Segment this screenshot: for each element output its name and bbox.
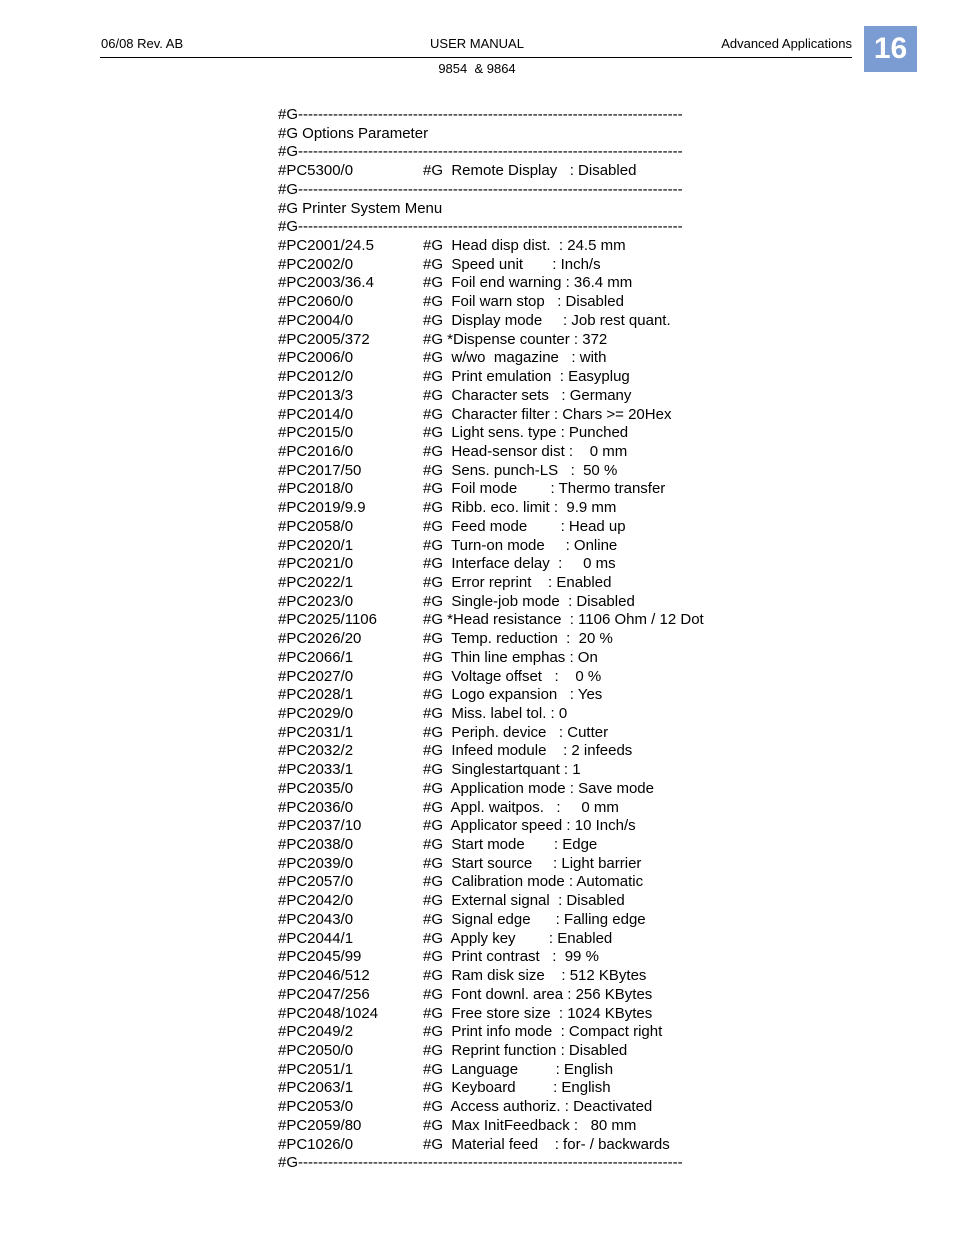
parameter-code: #PC2037/10 bbox=[278, 817, 362, 835]
listing-line bbox=[278, 948, 728, 967]
parameter-comment: #G Head-sensor dist : 0 mm bbox=[423, 442, 628, 460]
parameter-comment: #G Applicator speed : 10 Inch/s bbox=[423, 817, 636, 835]
listing-line bbox=[278, 537, 728, 556]
parameter-listing bbox=[278, 106, 728, 1173]
parameter-code: #PC2063/1 bbox=[278, 1079, 354, 1097]
parameter-comment: #G Turn-on mode : Online bbox=[423, 536, 618, 554]
listing-line bbox=[278, 668, 728, 687]
parameter-comment: #G Reprint function : Disabled bbox=[423, 1041, 628, 1059]
parameter-comment: #G Start mode : Edge bbox=[423, 836, 598, 854]
parameter-comment: #G Speed unit : Inch/s bbox=[423, 255, 601, 273]
parameter-comment: #G Infeed module : 2 infeeds bbox=[423, 742, 633, 760]
parameter-comment: #G Access authoriz. : Deactivated bbox=[423, 1098, 653, 1116]
parameter-comment: #G Max InitFeedback : 80 mm bbox=[423, 1116, 637, 1134]
listing-text: #G----------------------------------------------------------------------------- bbox=[278, 180, 683, 198]
parameter-comment: #G *Dispense counter : 372 bbox=[423, 330, 608, 348]
parameter-comment: #G Keyboard : English bbox=[423, 1079, 611, 1097]
listing-line bbox=[278, 574, 728, 593]
listing-line bbox=[278, 162, 728, 181]
parameter-comment: #G Print contrast : 99 % bbox=[423, 948, 599, 966]
parameter-comment: #G Material feed : for- / backwards bbox=[423, 1135, 670, 1153]
parameter-code: #PC2035/0 bbox=[278, 779, 354, 797]
parameter-code: #PC2044/1 bbox=[278, 929, 354, 947]
parameter-comment: #G Foil end warning : 36.4 mm bbox=[423, 274, 633, 292]
listing-line bbox=[278, 1117, 728, 1136]
listing-text: #G----------------------------------------------------------------------------- bbox=[278, 218, 683, 236]
parameter-code: #PC2046/512 bbox=[278, 967, 370, 985]
parameter-code: #PC2049/2 bbox=[278, 1023, 354, 1041]
parameter-comment: #G Miss. label tol. : 0 bbox=[423, 705, 568, 722]
listing-line bbox=[278, 406, 728, 425]
parameter-code: #PC2019/9.9 bbox=[278, 499, 366, 517]
listing-line bbox=[278, 499, 728, 518]
listing-line bbox=[278, 1061, 728, 1080]
parameter-code: #PC2051/1 bbox=[278, 1060, 354, 1078]
parameter-comment: #G Apply key : Enabled bbox=[423, 929, 613, 947]
parameter-code: #PC2014/0 bbox=[278, 405, 354, 423]
listing-line bbox=[278, 387, 728, 406]
listing-line bbox=[278, 349, 728, 368]
listing-line bbox=[278, 312, 728, 331]
parameter-code: #PC2004/0 bbox=[278, 311, 354, 329]
parameter-code: #PC2039/0 bbox=[278, 854, 354, 872]
listing-line bbox=[278, 1136, 728, 1155]
listing-text: #G----------------------------------------------------------------------------- bbox=[278, 1154, 683, 1172]
listing-line bbox=[278, 986, 728, 1005]
parameter-code: #PC2012/0 bbox=[278, 368, 354, 386]
parameter-comment: #G Appl. waitpos. : 0 mm bbox=[423, 798, 619, 816]
parameter-comment: #G Character sets : Germany bbox=[423, 386, 632, 404]
listing-line bbox=[278, 1005, 728, 1024]
listing-line bbox=[278, 836, 728, 855]
listing-line bbox=[278, 256, 728, 275]
parameter-comment: #G Single-job mode : Disabled bbox=[423, 592, 635, 610]
parameter-code: #PC2031/1 bbox=[278, 723, 354, 741]
parameter-code: #PC2002/0 bbox=[278, 255, 354, 273]
listing-line bbox=[278, 967, 728, 986]
listing-line bbox=[278, 181, 728, 200]
parameter-code: #PC2066/1 bbox=[278, 648, 354, 666]
listing-line bbox=[278, 274, 728, 293]
listing-line bbox=[278, 611, 728, 630]
parameter-code: #PC2042/0 bbox=[278, 892, 354, 910]
parameter-comment: #G Signal edge : Falling edge bbox=[423, 910, 646, 928]
parameter-code: #PC2017/50 bbox=[278, 461, 362, 479]
listing-line bbox=[278, 218, 728, 237]
listing-line bbox=[278, 462, 728, 481]
parameter-code: #PC2001/24.5 bbox=[278, 237, 374, 255]
parameter-code: #PC5300/0 bbox=[278, 162, 354, 180]
parameter-comment: #G Temp. reduction : 20 % bbox=[423, 630, 613, 648]
listing-line bbox=[278, 911, 728, 930]
parameter-code: #PC1026/0 bbox=[278, 1135, 354, 1153]
parameter-comment: #G Error reprint : Enabled bbox=[423, 573, 612, 591]
listing-line bbox=[278, 331, 728, 350]
parameter-comment: #G Font downl. area : 256 KBytes bbox=[423, 985, 653, 1003]
header-divider bbox=[100, 57, 852, 58]
header-title: USER MANUAL bbox=[430, 36, 524, 51]
parameter-code: #PC2003/36.4 bbox=[278, 274, 374, 292]
listing-line bbox=[278, 200, 728, 219]
listing-text: #G----------------------------------------------------------------------------- bbox=[278, 106, 683, 123]
listing-line bbox=[278, 705, 728, 724]
listing-line bbox=[278, 742, 728, 761]
listing-line bbox=[278, 649, 728, 668]
listing-line bbox=[278, 799, 728, 818]
listing-line bbox=[278, 480, 728, 499]
parameter-code: #PC2032/2 bbox=[278, 742, 354, 760]
listing-line bbox=[278, 1154, 728, 1173]
parameter-comment: #G Feed mode : Head up bbox=[423, 517, 626, 535]
parameter-comment: #G Print emulation : Easyplug bbox=[423, 368, 630, 386]
parameter-code: #PC2028/1 bbox=[278, 686, 354, 704]
listing-line bbox=[278, 1042, 728, 1061]
parameter-code: #PC2006/0 bbox=[278, 349, 354, 367]
parameter-code: #PC2050/0 bbox=[278, 1041, 354, 1059]
listing-line bbox=[278, 686, 728, 705]
listing-line bbox=[278, 1079, 728, 1098]
listing-line bbox=[278, 368, 728, 387]
parameter-code: #PC2045/99 bbox=[278, 948, 362, 966]
listing-line bbox=[278, 1023, 728, 1042]
header-models: 9854 & 9864 bbox=[438, 61, 516, 76]
listing-line bbox=[278, 930, 728, 949]
listing-line bbox=[278, 761, 728, 780]
parameter-code: #PC2053/0 bbox=[278, 1098, 354, 1116]
parameter-code: #PC2029/0 bbox=[278, 705, 354, 722]
parameter-comment: #G Voltage offset : 0 % bbox=[423, 667, 602, 685]
listing-line bbox=[278, 424, 728, 443]
listing-line bbox=[278, 555, 728, 574]
parameter-code: #PC2005/372 bbox=[278, 330, 370, 348]
parameter-comment: #G Calibration mode : Automatic bbox=[423, 873, 644, 891]
parameter-code: #PC2016/0 bbox=[278, 442, 354, 460]
parameter-code: #PC2043/0 bbox=[278, 910, 354, 928]
listing-line bbox=[278, 1098, 728, 1117]
listing-line bbox=[278, 855, 728, 874]
listing-line bbox=[278, 237, 728, 256]
parameter-code: #PC2038/0 bbox=[278, 836, 354, 854]
listing-line bbox=[278, 143, 728, 162]
parameter-code: #PC2048/1024 bbox=[278, 1004, 379, 1022]
listing-line bbox=[278, 443, 728, 462]
parameter-code: #PC2047/256 bbox=[278, 985, 370, 1003]
parameter-code: #PC2033/1 bbox=[278, 761, 354, 779]
listing-line bbox=[278, 593, 728, 612]
parameter-comment: #G Application mode : Save mode bbox=[423, 779, 654, 797]
parameter-code: #PC2020/1 bbox=[278, 536, 354, 554]
parameter-code: #PC2058/0 bbox=[278, 517, 354, 535]
parameter-code: #PC2023/0 bbox=[278, 592, 354, 610]
parameter-comment: #G Head disp dist. : 24.5 mm bbox=[423, 237, 626, 255]
parameter-code: #PC2013/3 bbox=[278, 386, 354, 404]
parameter-code: #PC2036/0 bbox=[278, 798, 354, 816]
parameter-code: #PC2018/0 bbox=[278, 480, 354, 498]
parameter-comment: #G Ram disk size : 512 KBytes bbox=[423, 967, 647, 985]
parameter-comment: #G Free store size : 1024 KBytes bbox=[423, 1004, 653, 1022]
parameter-code: #PC2022/1 bbox=[278, 573, 354, 591]
parameter-code: #PC2026/20 bbox=[278, 630, 362, 648]
parameter-code: #PC2057/0 bbox=[278, 873, 354, 891]
parameter-comment: #G Logo expansion : Yes bbox=[423, 686, 603, 704]
parameter-comment: #G Remote Display : Disabled bbox=[423, 162, 637, 180]
parameter-comment: #G w/wo magazine : with bbox=[423, 349, 607, 367]
listing-line bbox=[278, 817, 728, 836]
parameter-comment: #G Foil warn stop : Disabled bbox=[423, 293, 624, 311]
listing-line bbox=[278, 106, 728, 125]
parameter-comment: #G Ribb. eco. limit : 9.9 mm bbox=[423, 499, 617, 517]
parameter-comment: #G Start source : Light barrier bbox=[423, 854, 642, 872]
parameter-code: #PC2021/0 bbox=[278, 555, 354, 573]
listing-text: #G----------------------------------------------------------------------------- bbox=[278, 143, 683, 161]
listing-line bbox=[278, 780, 728, 799]
listing-line bbox=[278, 724, 728, 743]
parameter-code: #PC2060/0 bbox=[278, 293, 354, 311]
chapter-number-tab: 16 bbox=[864, 26, 917, 72]
parameter-code: #PC2027/0 bbox=[278, 667, 354, 685]
parameter-comment: #G Light sens. type : Punched bbox=[423, 424, 629, 442]
listing-line bbox=[278, 518, 728, 537]
listing-line bbox=[278, 293, 728, 312]
parameter-comment: #G Display mode : Job rest quant. bbox=[423, 311, 671, 329]
listing-line bbox=[278, 873, 728, 892]
parameter-comment: #G Periph. device : Cutter bbox=[423, 723, 609, 741]
parameter-comment: #G Interface delay : 0 ms bbox=[423, 555, 616, 573]
listing-text: #G Options Parameter bbox=[278, 124, 429, 142]
parameter-comment: #G Thin line emphas : On bbox=[423, 648, 598, 666]
listing-text: #G Printer System Menu bbox=[278, 199, 443, 217]
parameter-code: #PC2059/80 bbox=[278, 1116, 362, 1134]
parameter-comment: #G Singlestartquant : 1 bbox=[423, 761, 581, 779]
listing-line bbox=[278, 630, 728, 649]
parameter-comment: #G *Head resistance : 1106 Ohm / 12 Dot bbox=[423, 611, 704, 629]
header-section: Advanced Applications bbox=[721, 36, 852, 51]
parameter-comment: #G External signal : Disabled bbox=[423, 892, 625, 910]
parameter-comment: #G Foil mode : Thermo transfer bbox=[423, 480, 666, 498]
parameter-code: #PC2025/1106 bbox=[278, 611, 377, 629]
parameter-code: #PC2015/0 bbox=[278, 424, 354, 442]
parameter-comment: #G Character filter : Chars >= 20Hex bbox=[423, 405, 672, 423]
header-revision: 06/08 Rev. AB bbox=[101, 36, 184, 51]
listing-line bbox=[278, 125, 728, 144]
listing-line bbox=[278, 892, 728, 911]
parameter-comment: #G Print info mode : Compact right bbox=[423, 1023, 663, 1041]
parameter-comment: #G Language : English bbox=[423, 1060, 614, 1078]
parameter-comment: #G Sens. punch-LS : 50 % bbox=[423, 461, 618, 479]
